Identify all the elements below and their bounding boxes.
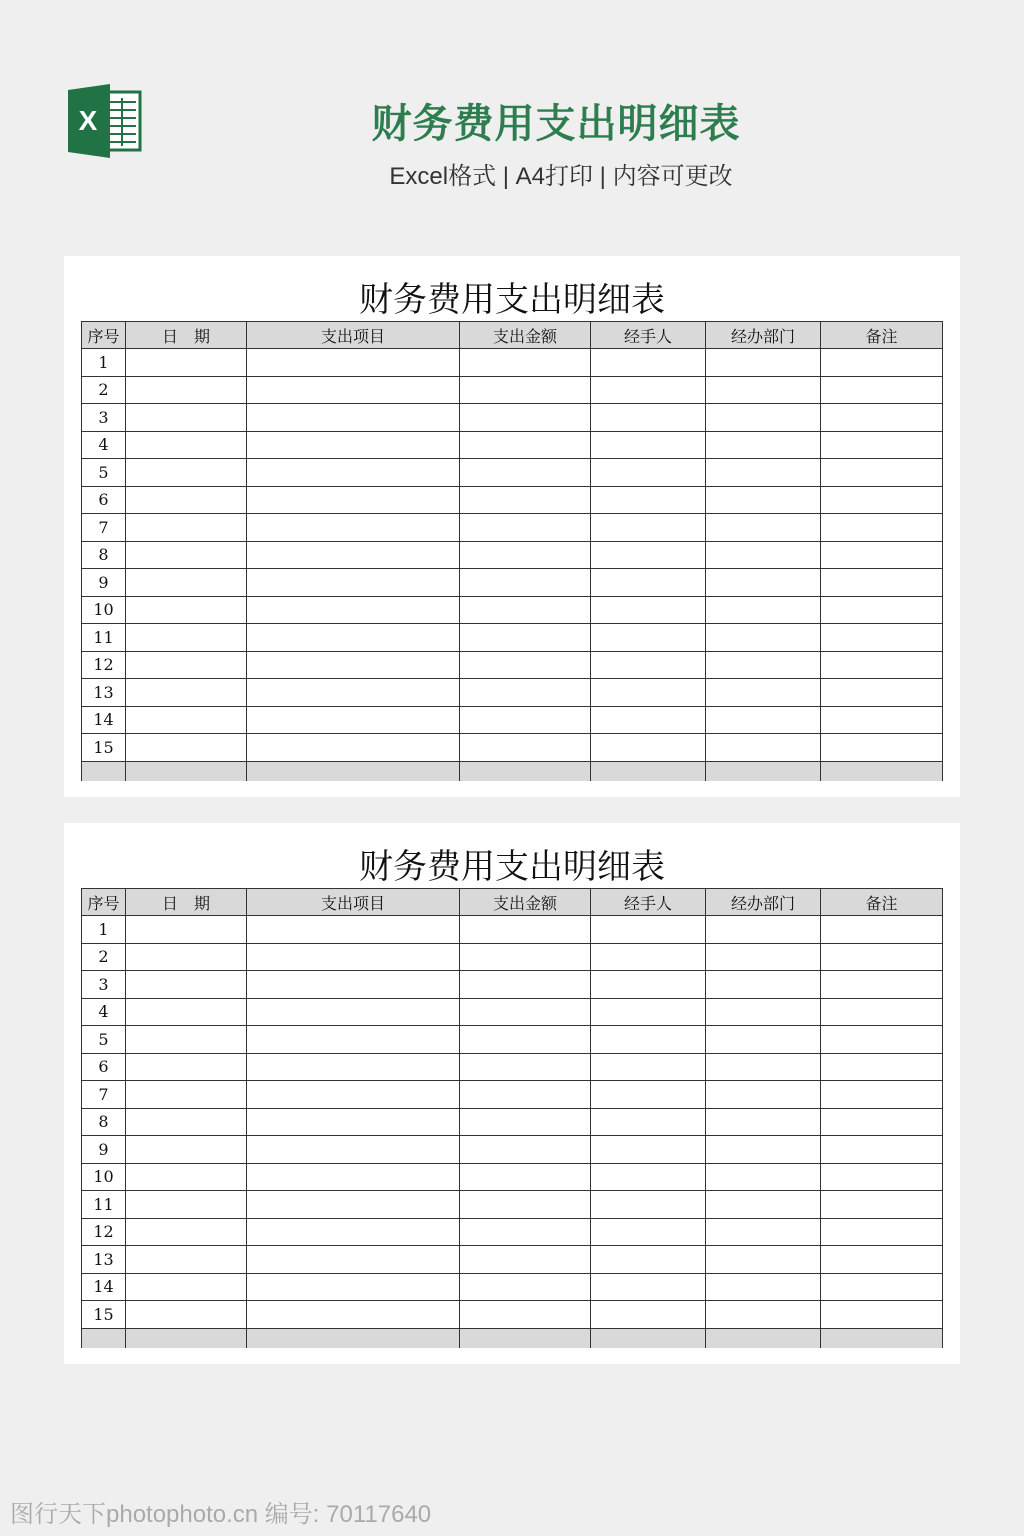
row-number-cell: 3 <box>82 971 126 999</box>
table-row <box>82 1273 943 1301</box>
table-cell[interactable] <box>247 596 460 624</box>
table-cell[interactable] <box>126 404 247 432</box>
table-row <box>82 431 943 459</box>
table-cell[interactable] <box>591 1053 706 1081</box>
row-number-cell: 4 <box>82 998 126 1026</box>
table-cell[interactable] <box>460 596 591 624</box>
table-cell[interactable] <box>126 1108 247 1136</box>
sheet-preview-1 <box>64 256 960 797</box>
row-number-cell: 1 <box>82 916 126 944</box>
table-cell[interactable] <box>460 624 591 652</box>
table-cell[interactable] <box>821 1026 943 1054</box>
table-cell[interactable] <box>591 706 706 734</box>
table-cell[interactable] <box>706 1163 821 1191</box>
row-number-cell: 6 <box>82 486 126 514</box>
sheet-title: 财务费用支出明细表 <box>359 280 665 320</box>
header-row <box>82 322 943 349</box>
table-cell[interactable] <box>460 376 591 404</box>
table-cell[interactable] <box>247 651 460 679</box>
table-row <box>82 349 943 377</box>
table-cell[interactable] <box>706 679 821 707</box>
table-cell[interactable] <box>706 706 821 734</box>
table-cell[interactable] <box>591 916 706 944</box>
table-cell[interactable] <box>126 459 247 487</box>
table-cell[interactable] <box>706 486 821 514</box>
table-viewport <box>81 888 943 1348</box>
row-number-cell: 11 <box>82 624 126 652</box>
excel-icon-letter: X <box>78 105 98 136</box>
table-cell[interactable] <box>460 1053 591 1081</box>
row-number-cell: 5 <box>82 459 126 487</box>
table-cell[interactable] <box>591 971 706 999</box>
sheet-title: 财务费用支出明细表 <box>359 847 665 887</box>
table-cell[interactable] <box>821 1108 943 1136</box>
table-row <box>82 651 943 679</box>
table-cell[interactable] <box>591 1026 706 1054</box>
table-cell[interactable] <box>821 1301 943 1329</box>
table-cell[interactable] <box>460 349 591 377</box>
column-header: 支出金额 <box>460 322 591 349</box>
column-header: 支出金额 <box>460 889 591 916</box>
total-cell <box>821 761 943 781</box>
table-cell[interactable] <box>591 1301 706 1329</box>
total-cell <box>591 1328 706 1348</box>
sheet-preview-2 <box>64 823 960 1364</box>
table-row <box>82 971 943 999</box>
table-cell[interactable] <box>706 349 821 377</box>
table-cell[interactable] <box>706 1273 821 1301</box>
table-cell[interactable] <box>247 971 460 999</box>
table-cell[interactable] <box>706 1218 821 1246</box>
column-header: 备注 <box>821 889 943 916</box>
row-number-cell: 10 <box>82 1163 126 1191</box>
table-row <box>82 404 943 432</box>
row-number-cell: 1 <box>82 349 126 377</box>
table-cell[interactable] <box>460 1136 591 1164</box>
table-cell[interactable] <box>126 1026 247 1054</box>
table-cell[interactable] <box>821 916 943 944</box>
table-cell[interactable] <box>706 943 821 971</box>
table-cell[interactable] <box>591 431 706 459</box>
table-cell[interactable] <box>591 998 706 1026</box>
total-cell <box>706 1328 821 1348</box>
total-row <box>82 1328 943 1348</box>
table-cell[interactable] <box>126 651 247 679</box>
table-cell[interactable] <box>821 943 943 971</box>
table-cell[interactable] <box>126 916 247 944</box>
table-cell[interactable] <box>821 541 943 569</box>
table-cell[interactable] <box>460 514 591 542</box>
table-cell[interactable] <box>460 651 591 679</box>
table-cell[interactable] <box>706 404 821 432</box>
table-cell[interactable] <box>706 1191 821 1219</box>
row-number-cell: 3 <box>82 404 126 432</box>
table-cell[interactable] <box>247 734 460 762</box>
table-cell[interactable] <box>821 624 943 652</box>
table-cell[interactable] <box>460 541 591 569</box>
row-number-cell: 5 <box>82 1026 126 1054</box>
table-cell[interactable] <box>706 1053 821 1081</box>
total-cell <box>460 761 591 781</box>
table-cell[interactable] <box>821 971 943 999</box>
table-cell[interactable] <box>247 1246 460 1274</box>
table-row <box>82 679 943 707</box>
table-cell[interactable] <box>126 624 247 652</box>
table-cell[interactable] <box>247 1053 460 1081</box>
table-cell[interactable] <box>126 971 247 999</box>
total-cell <box>82 761 126 781</box>
column-header: 支出项目 <box>247 889 460 916</box>
expense-table <box>81 888 943 1348</box>
row-number-cell: 4 <box>82 431 126 459</box>
table-cell[interactable] <box>460 1218 591 1246</box>
column-header: 经办部门 <box>706 322 821 349</box>
total-cell <box>821 1328 943 1348</box>
table-cell[interactable] <box>706 376 821 404</box>
column-header: 日 期 <box>126 889 247 916</box>
table-cell[interactable] <box>821 404 943 432</box>
total-cell <box>126 1328 247 1348</box>
table-cell[interactable] <box>247 349 460 377</box>
table-cell[interactable] <box>591 1136 706 1164</box>
row-number-cell: 2 <box>82 376 126 404</box>
table-cell[interactable] <box>821 1218 943 1246</box>
table-cell[interactable] <box>821 596 943 624</box>
table-cell[interactable] <box>591 1163 706 1191</box>
table-cell[interactable] <box>706 971 821 999</box>
table-cell[interactable] <box>591 514 706 542</box>
table-cell[interactable] <box>460 1191 591 1219</box>
table-cell[interactable] <box>591 1218 706 1246</box>
table-cell[interactable] <box>821 431 943 459</box>
row-number-cell: 12 <box>82 651 126 679</box>
expense-table <box>81 321 943 781</box>
table-cell[interactable] <box>126 1191 247 1219</box>
row-number-cell: 8 <box>82 1108 126 1136</box>
table-cell[interactable] <box>126 1301 247 1329</box>
table-cell[interactable] <box>247 1026 460 1054</box>
table-row <box>82 1108 943 1136</box>
table-cell[interactable] <box>591 1273 706 1301</box>
table-cell[interactable] <box>460 431 591 459</box>
table-row <box>82 943 943 971</box>
table-cell[interactable] <box>706 1108 821 1136</box>
table-cell[interactable] <box>591 943 706 971</box>
table-cell[interactable] <box>821 459 943 487</box>
table-cell[interactable] <box>821 349 943 377</box>
table-cell[interactable] <box>591 1246 706 1274</box>
total-cell <box>247 1328 460 1348</box>
table-row <box>82 459 943 487</box>
row-number-cell: 14 <box>82 706 126 734</box>
column-header: 序号 <box>82 889 126 916</box>
table-cell[interactable] <box>247 376 460 404</box>
table-cell[interactable] <box>247 706 460 734</box>
row-number-cell: 11 <box>82 1191 126 1219</box>
table-cell[interactable] <box>126 1163 247 1191</box>
table-cell[interactable] <box>126 349 247 377</box>
table-cell[interactable] <box>591 376 706 404</box>
table-cell[interactable] <box>591 349 706 377</box>
table-cell[interactable] <box>706 998 821 1026</box>
table-row <box>82 706 943 734</box>
row-number-cell: 10 <box>82 596 126 624</box>
table-cell[interactable] <box>460 404 591 432</box>
total-cell <box>460 1328 591 1348</box>
table-cell[interactable] <box>591 569 706 597</box>
table-cell[interactable] <box>126 376 247 404</box>
column-header: 序号 <box>82 322 126 349</box>
row-number-cell: 14 <box>82 1273 126 1301</box>
table-cell[interactable] <box>591 1108 706 1136</box>
table-row <box>82 1163 943 1191</box>
table-cell[interactable] <box>126 486 247 514</box>
row-number-cell: 6 <box>82 1053 126 1081</box>
watermark-text: 图行天下photophoto.cn 编号: 70117640 <box>10 1501 432 1528</box>
column-header: 经手人 <box>591 889 706 916</box>
table-cell[interactable] <box>706 1136 821 1164</box>
table-cell[interactable] <box>460 1163 591 1191</box>
table-cell[interactable] <box>247 1191 460 1219</box>
table-cell[interactable] <box>247 679 460 707</box>
table-cell[interactable] <box>460 1273 591 1301</box>
total-cell <box>591 761 706 781</box>
table-row <box>82 569 943 597</box>
table-cell[interactable] <box>247 1081 460 1109</box>
page-title: 财务费用支出明细表 <box>371 102 741 146</box>
table-cell[interactable] <box>821 651 943 679</box>
row-number-cell: 15 <box>82 1301 126 1329</box>
table-cell[interactable] <box>247 624 460 652</box>
table-cell[interactable] <box>247 1273 460 1301</box>
table-cell[interactable] <box>247 1301 460 1329</box>
table-cell[interactable] <box>460 679 591 707</box>
table-cell[interactable] <box>591 651 706 679</box>
table-cell[interactable] <box>460 943 591 971</box>
table-cell[interactable] <box>706 651 821 679</box>
table-cell[interactable] <box>126 596 247 624</box>
table-row <box>82 1081 943 1109</box>
table-cell[interactable] <box>821 1163 943 1191</box>
table-cell[interactable] <box>126 1136 247 1164</box>
table-cell[interactable] <box>706 431 821 459</box>
table-cell[interactable] <box>460 971 591 999</box>
table-cell[interactable] <box>821 569 943 597</box>
table-cell[interactable] <box>460 1026 591 1054</box>
table-cell[interactable] <box>460 1081 591 1109</box>
table-cell[interactable] <box>460 706 591 734</box>
table-cell[interactable] <box>126 541 247 569</box>
row-number-cell: 9 <box>82 1136 126 1164</box>
table-row <box>82 1136 943 1164</box>
table-row <box>82 1191 943 1219</box>
table-cell[interactable] <box>126 431 247 459</box>
row-number-cell: 9 <box>82 569 126 597</box>
table-cell[interactable] <box>126 679 247 707</box>
table-cell[interactable] <box>591 596 706 624</box>
table-cell[interactable] <box>247 943 460 971</box>
table-cell[interactable] <box>821 376 943 404</box>
table-cell[interactable] <box>460 916 591 944</box>
table-cell[interactable] <box>591 404 706 432</box>
table-cell[interactable] <box>591 624 706 652</box>
row-number-cell: 7 <box>82 1081 126 1109</box>
table-cell[interactable] <box>821 1246 943 1274</box>
table-cell[interactable] <box>821 734 943 762</box>
row-number-cell: 8 <box>82 541 126 569</box>
table-cell[interactable] <box>460 998 591 1026</box>
table-cell[interactable] <box>591 1081 706 1109</box>
table-cell[interactable] <box>247 1218 460 1246</box>
table-cell[interactable] <box>126 569 247 597</box>
table-row <box>82 541 943 569</box>
table-cell[interactable] <box>591 679 706 707</box>
table-row <box>82 1053 943 1081</box>
table-cell[interactable] <box>247 1136 460 1164</box>
table-cell[interactable] <box>821 998 943 1026</box>
table-cell[interactable] <box>706 1301 821 1329</box>
table-cell[interactable] <box>126 1218 247 1246</box>
row-number-cell: 15 <box>82 734 126 762</box>
table-cell[interactable] <box>460 1301 591 1329</box>
column-header: 经手人 <box>591 322 706 349</box>
table-row <box>82 624 943 652</box>
table-cell[interactable] <box>706 1246 821 1274</box>
table-cell[interactable] <box>591 734 706 762</box>
table-viewport <box>81 321 943 781</box>
column-header: 日 期 <box>126 322 247 349</box>
total-cell <box>247 761 460 781</box>
table-cell[interactable] <box>591 459 706 487</box>
table-row <box>82 514 943 542</box>
total-row <box>82 761 943 781</box>
table-cell[interactable] <box>706 514 821 542</box>
table-cell[interactable] <box>126 514 247 542</box>
table-cell[interactable] <box>706 624 821 652</box>
table-cell[interactable] <box>126 706 247 734</box>
table-cell[interactable] <box>247 514 460 542</box>
column-header: 经办部门 <box>706 889 821 916</box>
table-row <box>82 596 943 624</box>
table-cell[interactable] <box>247 431 460 459</box>
table-row <box>82 734 943 762</box>
table-row <box>82 1246 943 1274</box>
row-number-cell: 13 <box>82 679 126 707</box>
table-cell[interactable] <box>460 569 591 597</box>
table-cell[interactable] <box>460 1108 591 1136</box>
table-cell[interactable] <box>460 459 591 487</box>
table-cell[interactable] <box>460 734 591 762</box>
table-cell[interactable] <box>247 459 460 487</box>
table-cell[interactable] <box>821 1136 943 1164</box>
table-cell[interactable] <box>706 1081 821 1109</box>
table-cell[interactable] <box>247 1108 460 1136</box>
table-cell[interactable] <box>821 514 943 542</box>
table-cell[interactable] <box>126 1246 247 1274</box>
table-cell[interactable] <box>460 486 591 514</box>
header-row <box>82 889 943 916</box>
total-cell <box>126 761 247 781</box>
table-cell[interactable] <box>706 459 821 487</box>
table-cell[interactable] <box>706 916 821 944</box>
table-cell[interactable] <box>706 734 821 762</box>
table-cell[interactable] <box>821 1191 943 1219</box>
table-cell[interactable] <box>821 486 943 514</box>
total-cell <box>82 1328 126 1348</box>
table-cell[interactable] <box>247 1163 460 1191</box>
table-cell[interactable] <box>706 596 821 624</box>
table-cell[interactable] <box>126 1081 247 1109</box>
column-header: 支出项目 <box>247 322 460 349</box>
table-cell[interactable] <box>706 1026 821 1054</box>
table-cell[interactable] <box>821 1081 943 1109</box>
table-cell[interactable] <box>247 998 460 1026</box>
row-number-cell: 2 <box>82 943 126 971</box>
page-subtitle: Excel格式 | A4打印 | 内容可更改 <box>389 163 733 190</box>
table-cell[interactable] <box>706 569 821 597</box>
table-cell[interactable] <box>821 679 943 707</box>
table-row <box>82 998 943 1026</box>
table-cell[interactable] <box>247 569 460 597</box>
table-cell[interactable] <box>706 541 821 569</box>
table-cell[interactable] <box>821 706 943 734</box>
table-row <box>82 376 943 404</box>
table-cell[interactable] <box>591 1191 706 1219</box>
column-header: 备注 <box>821 322 943 349</box>
table-cell[interactable] <box>460 1246 591 1274</box>
table-cell[interactable] <box>591 486 706 514</box>
table-row <box>82 916 943 944</box>
table-cell[interactable] <box>591 541 706 569</box>
table-cell[interactable] <box>126 1053 247 1081</box>
table-cell[interactable] <box>126 943 247 971</box>
table-row <box>82 486 943 514</box>
table-cell[interactable] <box>126 998 247 1026</box>
table-cell[interactable] <box>247 916 460 944</box>
row-number-cell: 7 <box>82 514 126 542</box>
table-cell[interactable] <box>247 486 460 514</box>
row-number-cell: 12 <box>82 1218 126 1246</box>
row-number-cell: 13 <box>82 1246 126 1274</box>
table-row <box>82 1301 943 1329</box>
table-row <box>82 1218 943 1246</box>
table-cell[interactable] <box>821 1273 943 1301</box>
table-row <box>82 1026 943 1054</box>
total-cell <box>706 761 821 781</box>
table-cell[interactable] <box>247 541 460 569</box>
table-cell[interactable] <box>247 404 460 432</box>
table-cell[interactable] <box>126 734 247 762</box>
table-cell[interactable] <box>821 1053 943 1081</box>
table-cell[interactable] <box>126 1273 247 1301</box>
